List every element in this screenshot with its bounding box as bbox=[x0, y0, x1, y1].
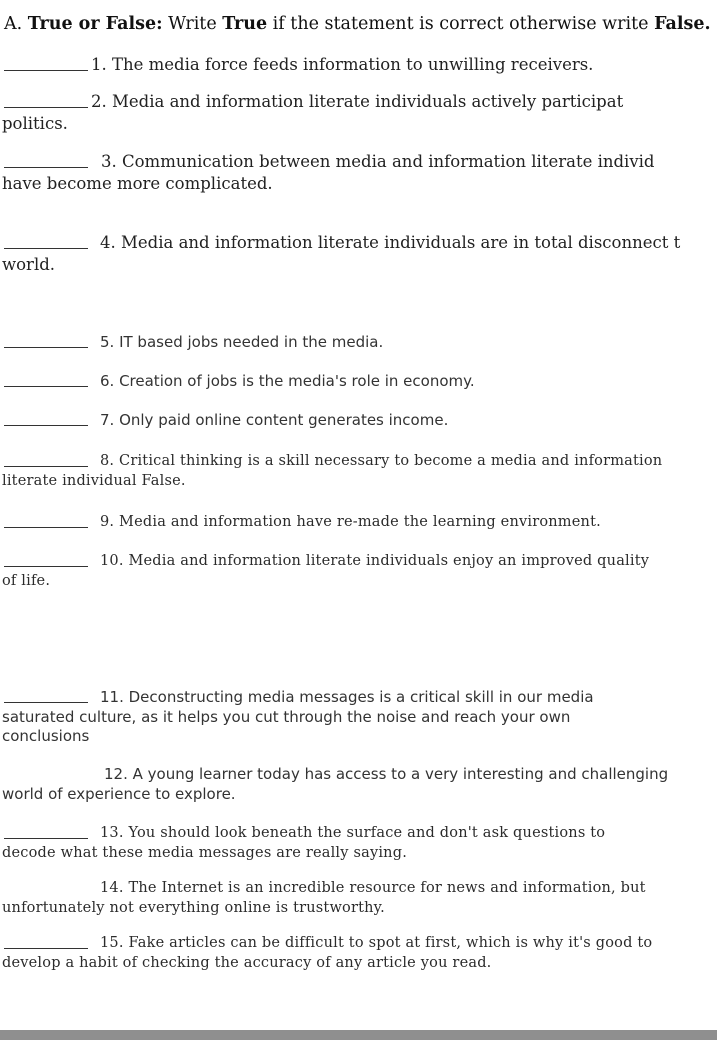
question-item bbox=[0, 450, 717, 490]
question-item bbox=[0, 232, 717, 276]
question-text-continued: develop a habit of checking the accuracy of any article you read. bbox=[2, 955, 492, 971]
answer-blank[interactable] bbox=[4, 566, 88, 567]
question-text: 6. Creation of jobs is the media's role in economy. bbox=[100, 372, 475, 390]
answer-blank[interactable] bbox=[4, 167, 88, 168]
question-text-continued: saturated culture, as it helps you cut through the noise and reach your own bbox=[2, 708, 571, 726]
question-text: 3. Communication between media and information literate individ bbox=[101, 152, 655, 171]
question-item bbox=[0, 511, 717, 533]
question-item bbox=[0, 409, 717, 431]
question-item bbox=[0, 763, 717, 803]
question-text-continued: of life. bbox=[2, 573, 51, 589]
question-text-continued: politics. bbox=[2, 114, 68, 133]
question-text-continued: decode what these media messages are really saying. bbox=[2, 845, 408, 861]
heading-text: Write bbox=[162, 14, 223, 34]
question-text: 15. Fake articles can be difficult to spot at first, which is why it's good to bbox=[100, 935, 653, 951]
question-text: 9. Media and information have re-made the learning environment. bbox=[100, 514, 601, 530]
answer-blank[interactable] bbox=[4, 838, 88, 839]
answer-blank[interactable] bbox=[4, 702, 88, 703]
question-item bbox=[0, 370, 717, 392]
question-text: 10. Media and information literate individuals enjoy an improved quality bbox=[100, 553, 650, 569]
question-item bbox=[0, 932, 717, 972]
question-item bbox=[0, 877, 717, 917]
question-item bbox=[0, 54, 717, 76]
answer-blank[interactable] bbox=[4, 425, 88, 426]
heading-bold-true-or-false: True or False: bbox=[27, 14, 163, 34]
answer-blank[interactable] bbox=[4, 70, 88, 71]
question-item bbox=[0, 550, 717, 590]
answer-blank[interactable] bbox=[4, 948, 88, 949]
question-item bbox=[0, 686, 717, 746]
question-text-continued: literate individual False. bbox=[2, 473, 186, 489]
heading-text-2: if the statement is correct otherwise write bbox=[267, 14, 655, 34]
answer-blank[interactable] bbox=[4, 347, 88, 348]
question-text: 4. Media and information literate individuals are in total disconnect t bbox=[100, 233, 681, 252]
question-item bbox=[0, 151, 717, 195]
question-text: 2. Media and information literate individuals actively participat bbox=[91, 92, 624, 111]
question-text: 12. A young learner today has access to a very interesting and challenging bbox=[104, 765, 669, 783]
question-text-continued: conclusions bbox=[2, 727, 90, 745]
question-text: 14. The Internet is an incredible resource for news and information, but bbox=[100, 880, 646, 896]
section-heading bbox=[4, 14, 717, 34]
question-text: 1. The media force feeds information to unwilling receivers. bbox=[91, 55, 594, 74]
question-text: 11. Deconstructing media messages is a critical skill in our media bbox=[100, 688, 594, 706]
answer-blank[interactable] bbox=[4, 527, 88, 528]
question-item bbox=[0, 331, 717, 353]
question-text-continued: world of experience to explore. bbox=[2, 785, 236, 803]
question-text: 8. Critical thinking is a skill necessary to become a media and information bbox=[100, 453, 663, 469]
heading-bold-false: False. bbox=[654, 14, 711, 34]
answer-blank[interactable] bbox=[4, 248, 88, 249]
question-text: 13. You should look beneath the surface and don't ask questions to bbox=[100, 825, 606, 841]
question-text: 7. Only paid online content generates income. bbox=[100, 411, 449, 429]
question-text-continued: have become more complicated. bbox=[2, 174, 273, 193]
question-text-continued: world. bbox=[2, 255, 56, 274]
question-text: 5. IT based jobs needed in the media. bbox=[100, 333, 384, 351]
answer-blank[interactable] bbox=[4, 466, 88, 467]
question-text-continued: unfortunately not everything online is trustworthy. bbox=[2, 900, 385, 916]
question-item bbox=[0, 822, 717, 862]
heading-bold-true: True bbox=[222, 14, 268, 34]
question-item bbox=[0, 91, 717, 135]
answer-blank[interactable] bbox=[4, 107, 88, 108]
heading-prefix: A. bbox=[4, 14, 28, 34]
answer-blank[interactable] bbox=[4, 386, 88, 387]
page-bottom-bar bbox=[0, 1030, 717, 1040]
